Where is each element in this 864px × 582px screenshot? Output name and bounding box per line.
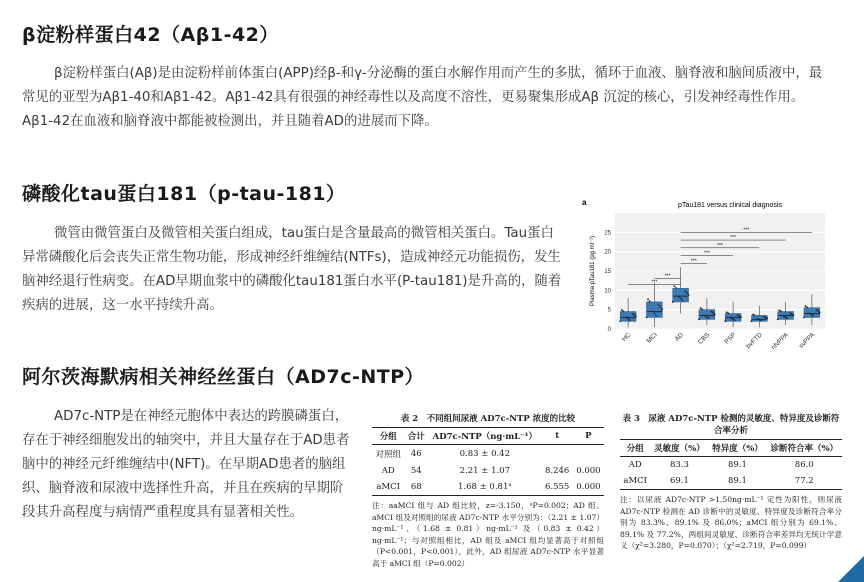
table-cell: 89.1 (708, 473, 766, 490)
box-HC (620, 312, 636, 322)
table-2-header-cell: 合计 (404, 428, 428, 445)
significance-label: *** (743, 227, 750, 234)
significance-label: *** (730, 235, 737, 242)
data-point (752, 314, 754, 316)
data-point (811, 314, 813, 316)
table-2-header-row (372, 428, 604, 445)
data-point (763, 316, 765, 318)
y-tick-label: 5 (607, 307, 611, 314)
data-point (726, 311, 728, 313)
data-point (786, 317, 788, 319)
paragraph-text: β淀粉样蛋白(Aβ)是由淀粉样前体蛋白(APP)经β-和γ-分泌酶的蛋白水解作用而产生的多肽，循环于血液、脑脊液和脑间质液中，最常见的亚型为Aβ1-40和Aβ1-42。Aβ1-42具有很强的神经毒性以及高度不溶性，更易聚集形成Aβ 沉淀的核心，引发神经毒性作用。Aβ1-42在血液和脑脊液中都能被检测出，并且随着AD的进展而下降。 (22, 66, 823, 129)
chart-ylabel: Plasma pTau181 (pg ml⁻¹) (590, 235, 596, 307)
data-point (688, 294, 690, 296)
table-3-header-row (620, 440, 842, 457)
significance-label: *** (690, 258, 697, 265)
data-point (626, 317, 628, 319)
table-cell: 8.246 (544, 466, 570, 476)
x-tick-label: bvFTD (745, 331, 764, 351)
table-2 (372, 412, 604, 569)
data-point (684, 290, 686, 292)
table-cell: 2.21 ± 1.07 (459, 466, 511, 476)
paragraph-text: 微管由微管蛋白及微管相关蛋白组成，tau蛋白是含量最高的微管相关蛋白。Tau蛋白异常磷酸化后会丧失正常生物功能，形成神经纤维缠结(NTFs)，造成神经元功能损伤，发生脑神经退行性病变。在AD早期血浆中的磷酸化tau181蛋白水平(P-tau181)是升高的，随着疾病的进展，这一水平持续升高。 (22, 226, 562, 313)
data-point (740, 316, 742, 318)
table-3-header-cell: 灵敏度（%） (650, 440, 708, 457)
data-point (621, 309, 623, 311)
table-2-header-cell: 分组 (372, 428, 404, 445)
table-cell: 86.0 (794, 460, 814, 470)
box-AD (673, 288, 689, 302)
data-point (816, 309, 818, 311)
box-CBS (699, 310, 715, 320)
data-point (619, 320, 621, 322)
data-point (701, 308, 703, 310)
table-cell: 83.3 (669, 460, 689, 470)
section-title-abeta42: β淀粉样蛋白42（Aβ1-42） (22, 24, 279, 46)
data-point (627, 318, 629, 320)
data-point (734, 319, 736, 321)
section-paragraph-ptau181 (22, 222, 565, 318)
data-point (660, 306, 662, 308)
table-3-header-cell: 诊断符合率（%） (767, 440, 843, 457)
table-2-title: 表 2 不同组间尿液 AD7c-NTP 浓度的比较 (400, 414, 576, 424)
table-cell (542, 445, 573, 464)
x-tick-label: MCI (645, 331, 659, 345)
data-point (658, 304, 660, 306)
data-point (635, 315, 637, 317)
data-point (766, 317, 768, 319)
data-point (751, 320, 753, 322)
table-2-note: 注：aaMCI 组与 AD 组比较，z=-3.150，ᵃP=0.002；AD 组、aMCI 组及对照组的尿液 AD7c-NTP 水平分别为：（2.21 ± 1.07）ng·mL⁻¹、（1.68 ± 0.81）ng·mL⁻¹ 及（0.83 ± 0.42）ng·mL⁻¹；与对照组相比，AD 组及 aMCI 组均显著高于对照组（P<0.001，P<0.001），此外，AD 组尿液 AD7c-NTP 水平显著高于 aMCI 组（P=0.002） (372, 501, 604, 568)
data-point (778, 309, 780, 311)
data-point (632, 313, 634, 315)
data-point (793, 314, 795, 316)
table-3 (620, 412, 842, 552)
data-point (765, 317, 767, 319)
chart-panel-label: a (582, 198, 587, 207)
table-3-title: 表 3 尿液 AD7c-NTP 检测的灵敏度、特异度及诊断符合率分析 (622, 414, 840, 436)
box-MCI (647, 302, 663, 317)
table-cell: 0.83 ± 0.42 (459, 449, 511, 459)
data-point (623, 310, 625, 312)
data-point (809, 313, 811, 315)
table-cell: 54 (410, 466, 422, 476)
table-row (620, 457, 842, 474)
data-point (704, 315, 706, 317)
data-point (732, 318, 734, 320)
table-2-header-cell: P (573, 428, 604, 445)
data-point (785, 316, 787, 318)
data-point (754, 314, 756, 316)
y-tick-label: 15 (604, 269, 611, 275)
table-cell: 77.2 (767, 473, 843, 490)
data-point (646, 317, 648, 319)
data-point (819, 311, 821, 313)
x-tick-label: PSP (723, 331, 738, 346)
table-2-header-cell: t (542, 428, 573, 445)
table-3-header-cell: 特异度（%） (708, 440, 766, 457)
data-point (739, 315, 741, 317)
data-point (777, 318, 779, 320)
data-point (708, 317, 710, 319)
chart-title: pTau181 versus clinical diagnosis (678, 202, 782, 209)
data-point (675, 287, 677, 289)
data-point (806, 306, 808, 308)
data-point (686, 292, 688, 294)
y-tick-label: 10 (604, 288, 611, 295)
data-point (698, 318, 700, 320)
table-cell: 0.000 (576, 466, 601, 476)
data-point (817, 310, 819, 312)
data-point (653, 312, 655, 314)
x-tick-label: svPPA (797, 331, 817, 350)
data-point (655, 314, 657, 316)
table-3-note: 注：以尿液 AD7c-NTP >1.50ng·mL⁻¹ 定性为阳性，则尿液 AD7c-NTP 检测在 AD 诊断中的灵敏度、特异度及诊断符合率分别为 83.3%、89.1% 及 86.0%；aMCI 组分别为 69.1%、89.1% 及 77.2%，两组间灵敏度、诊断符合率差异均无统计学意义（χ²=3.280，P=0.070）；（χ²=2.719，P=0.099） (620, 495, 842, 550)
data-point (700, 307, 702, 309)
data-point (791, 313, 793, 315)
section-title-ptau181: 磷酸化tau蛋白181（p-tau-181） (22, 183, 346, 205)
data-point (805, 305, 807, 307)
table-cell: 0.000 (573, 479, 604, 496)
data-point (681, 299, 683, 301)
table-cell: 68 (404, 479, 428, 496)
table-2-header-cell: AD7c-NTP（ng·mL⁻¹） (428, 428, 541, 445)
data-point (760, 320, 762, 322)
section-paragraph-ad7c-ntp (22, 405, 352, 525)
data-point (780, 310, 782, 312)
data-point (680, 298, 682, 300)
table-cell (573, 445, 604, 464)
table-cell: 46 (410, 449, 422, 459)
data-point (724, 320, 726, 322)
y-tick-label: 20 (604, 249, 611, 256)
data-point (629, 319, 631, 321)
significance-label: *** (664, 273, 671, 280)
data-point (672, 301, 674, 303)
data-point (706, 316, 708, 318)
box-svPPA (804, 308, 820, 318)
ptau181-boxplot (580, 195, 840, 355)
significance-label: *** (703, 250, 710, 257)
table-3-header-cell: 分组 (620, 440, 650, 457)
x-tick-label: AD (673, 331, 686, 343)
table-cell: aMCI (372, 479, 404, 496)
data-point (757, 318, 759, 320)
data-point (652, 310, 654, 312)
paragraph-text: AD7c-NTP是在神经元胞体中表达的跨膜磷蛋白，存在于神经细胞发出的轴突中，并且大量存在于AD患者脑中的神经元纤维缠结中(NFT)。在早期AD患者的脑组织、脑脊液和尿液中选择性升高，并且在疾病的早期阶段其升高程度与病情严重程度具有显著相关性。 (22, 409, 350, 520)
table-cell: AD (628, 460, 642, 470)
data-point (712, 312, 714, 314)
data-point (673, 285, 675, 287)
x-tick-label: CBS (696, 331, 712, 346)
table-cell: AD (381, 466, 395, 476)
data-point (647, 298, 649, 300)
x-tick-label: nfvPPA (770, 331, 791, 352)
corner-accent (838, 556, 864, 582)
data-point (783, 315, 785, 317)
table-cell: 对照组 (375, 450, 401, 460)
table-row (372, 479, 604, 496)
data-point (728, 312, 730, 314)
data-point (661, 308, 663, 310)
table-row (620, 473, 842, 490)
y-tick-label: 0 (607, 327, 611, 333)
table-cell: 1.68 ± 0.81ᵃ (428, 479, 541, 496)
data-point (789, 312, 791, 314)
table-cell: aMCI (620, 473, 650, 490)
data-point (714, 313, 716, 315)
data-point (678, 296, 680, 298)
significance-label: *** (651, 279, 658, 286)
table-cell: 89.1 (728, 460, 747, 470)
data-point (813, 315, 815, 317)
table-row (372, 445, 604, 464)
table-row (372, 463, 604, 479)
section-paragraph-abeta42 (22, 62, 827, 134)
data-point (803, 317, 805, 319)
data-point (758, 319, 760, 321)
data-point (711, 311, 713, 313)
data-point (634, 314, 636, 316)
data-point (731, 317, 733, 319)
significance-label: *** (717, 242, 723, 249)
x-tick-label: HC (620, 331, 633, 344)
data-point (649, 300, 651, 302)
table-cell: 69.1 (650, 473, 708, 490)
table-cell: 6.555 (542, 479, 573, 496)
data-point (737, 314, 739, 316)
y-tick-label: 25 (604, 230, 611, 237)
section-title-ad7c-ntp: 阿尔茨海默病相关神经丝蛋白（AD7c-NTP） (22, 366, 425, 388)
